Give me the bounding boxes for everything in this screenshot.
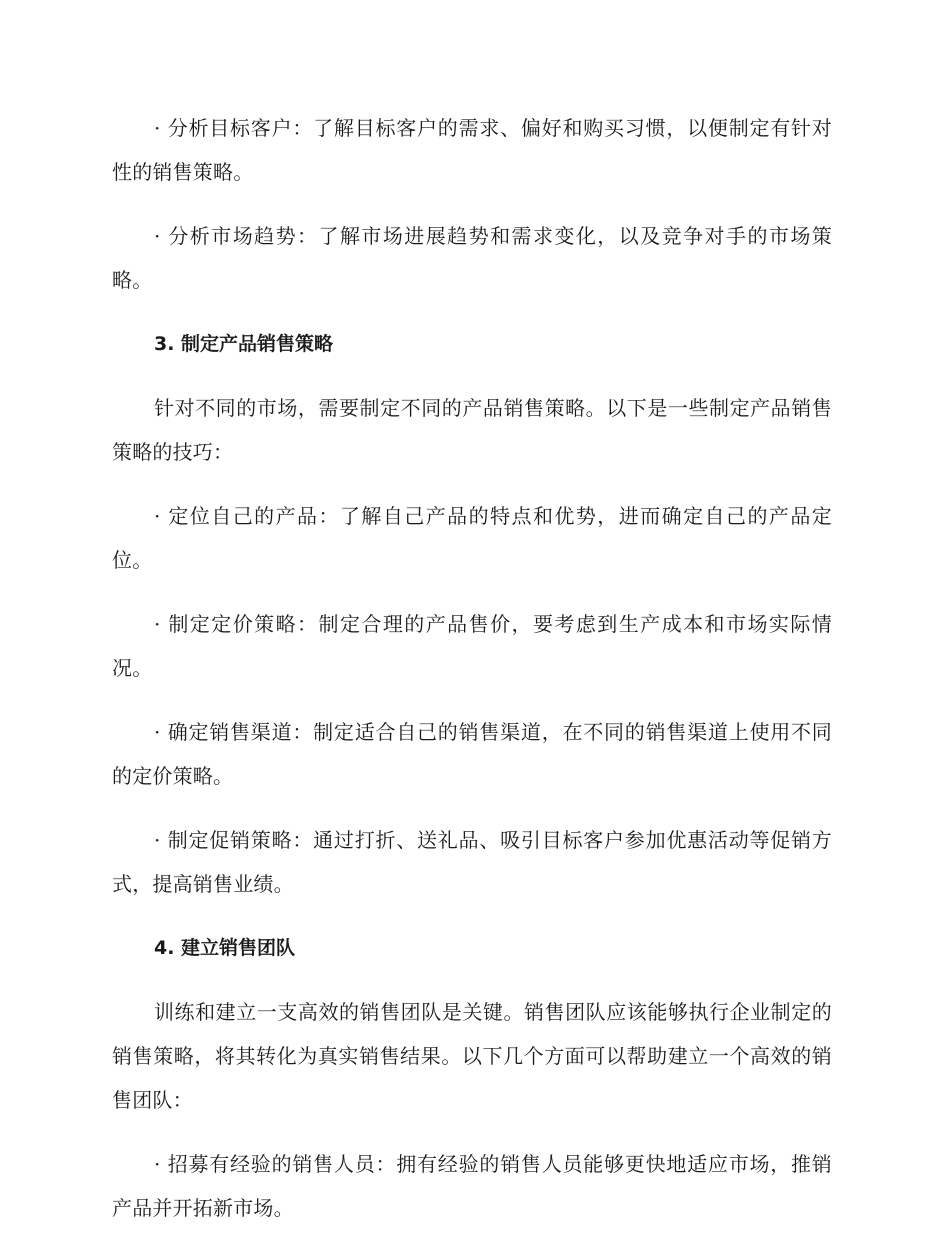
section-heading-3: 3. 制定产品销售策略 xyxy=(154,333,334,355)
document-body xyxy=(112,106,832,1250)
bullet-analyze-target-customers: · 分析目标客户：了解目标客户的需求、偏好和购买习惯，以便制定有针对性的销售策略。 xyxy=(112,116,832,184)
section-4-intro: 训练和建立一支高效的销售团队是关键。销售团队应该能够执行企业制定的销售策略，将其转化为真实销售结果。以下几个方面可以帮助建立一个高效的销售团队： xyxy=(112,1000,832,1112)
bullet-analyze-market-trends: · 分析市场趋势：了解市场进展趋势和需求变化，以及竞争对手的市场策略。 xyxy=(112,224,832,292)
bullet-recruit-experienced-sales: · 招募有经验的销售人员：拥有经验的销售人员能够更快地适应市场，推销产品并开拓新市场。 xyxy=(112,1152,832,1220)
bullet-pricing-strategy: · 制定定价策略：制定合理的产品售价，要考虑到生产成本和市场实际情况。 xyxy=(112,612,832,680)
bullet-product-positioning: · 定位自己的产品：了解自己产品的特点和优势，进而确定自己的产品定位。 xyxy=(112,504,832,572)
bullet-sales-channels: · 确定销售渠道：制定适合自己的销售渠道，在不同的销售渠道上使用不同的定价策略。 xyxy=(112,720,832,788)
section-heading-4: 4. 建立销售团队 xyxy=(154,937,296,959)
bullet-promotion-strategy: · 制定促销策略：通过打折、送礼品、吸引目标客户参加优惠活动等促销方式，提高销售业绩。 xyxy=(112,828,832,896)
section-3-intro: 针对不同的市场，需要制定不同的产品销售策略。以下是一些制定产品销售策略的技巧： xyxy=(112,396,832,464)
